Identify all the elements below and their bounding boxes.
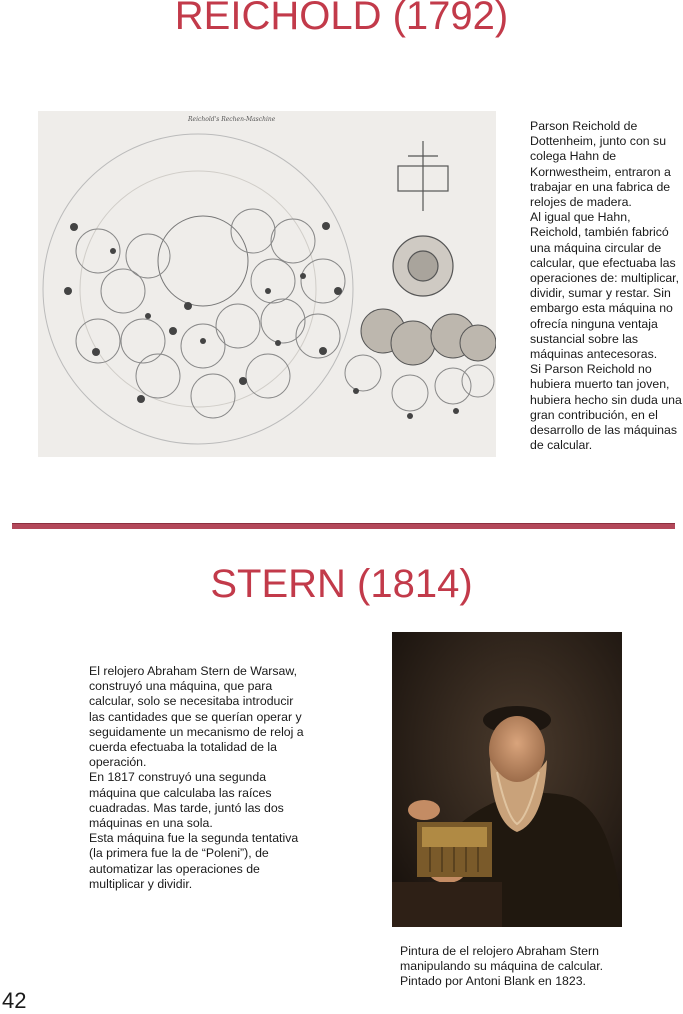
stern-title: STERN (1814)	[210, 562, 473, 606]
reichold-title: REICHOLD (1792)	[174, 0, 509, 38]
stern-paragraph: Esta máquina fue la segunda tentativa (la primera fue la de “Poleni”), de automatizar las operaciones de multiplicar y dividir.	[89, 831, 299, 891]
section-divider	[12, 523, 675, 529]
stern-paragraph: El relojero Abraham Stern de Warsaw, construyó una máquina, que para calcular, solo se necesitaba introducir las cantidades que se querían operar y seguidamente un mecanismo de reloj a cuerda efectuaba la totalidad de la operación.	[89, 664, 304, 770]
reichold-description	[530, 119, 682, 453]
reichold-paragraph: Al igual que Hahn, Reichold, también fabricó una máquina circular de calcular, que efectuaba las operaciones de: multiplicar, dividir, sumar y restar. Sin embargo esta máquina no ofrecía ninguna ventaja sustancial sobre las máquinas antecesoras.	[530, 210, 680, 362]
reichold-machine-drawing	[38, 111, 496, 457]
reichold-paragraph: Parson Reichold de Dottenheim, junto con su colega Hahn de Kornwestheim, entraron a trabajar en una fabrica de relojes de madera.	[530, 119, 671, 210]
drawing-label: Reichold's Rechen-Maschine	[188, 116, 276, 123]
portrait-caption: Pintura de el relojero Abraham Stern manipulando su máquina de calcular. Pintado por Antoni Blank en 1823.	[400, 944, 604, 989]
abraham-stern-portrait	[392, 632, 622, 927]
stern-paragraph: En 1817 construyó una segunda máquina que calculaba las raíces cuadradas. Mas tarde, juntó las dos máquinas en una sola.	[89, 770, 284, 831]
page-number: 42	[2, 988, 27, 1013]
reichold-paragraph: Si Parson Reichold no hubiera muerto tan joven, hubiera hecho sin duda una gran contribución, en el desarrollo de las máquinas de calcular.	[530, 362, 682, 453]
stern-description	[89, 664, 311, 892]
